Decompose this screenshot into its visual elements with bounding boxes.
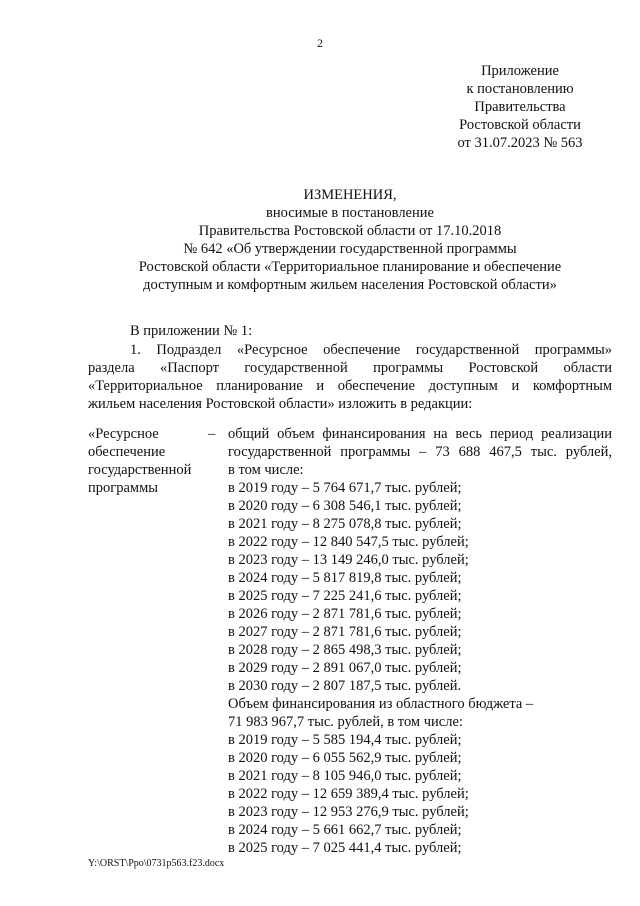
- label-line: программы: [88, 480, 158, 496]
- appendix-header: [440, 62, 600, 152]
- label-dash: –: [208, 426, 216, 442]
- body-paragraph: [88, 341, 612, 413]
- paragraph-line: раздела «Паспорт государственной программы Ростовской области: [88, 360, 612, 376]
- paragraph-line: жильем населения Ростовской области» изложить в редакции:: [88, 396, 473, 412]
- funding-line: в 2021 году – 8 275 078,8 тыс. рублей;: [228, 516, 462, 532]
- funding-line: в том числе:: [228, 462, 304, 478]
- funding-line: в 2025 году – 7 225 241,6 тыс. рублей;: [228, 588, 462, 604]
- funding-line: в 2024 году – 5 661 662,7 тыс. рублей;: [228, 822, 462, 838]
- title-line: № 642 «Об утверждении государственной программы: [183, 241, 517, 257]
- funding-line: в 2023 году – 13 149 246,0 тыс. рублей;: [228, 552, 469, 568]
- funding-line: в 2021 году – 8 105 946,0 тыс. рублей;: [228, 768, 462, 784]
- funding-line: в 2030 году – 2 807 187,5 тыс. рублей.: [228, 678, 462, 694]
- funding-line: в 2025 году – 7 025 441,4 тыс. рублей;: [228, 840, 462, 856]
- appendix-line: от 31.07.2023 № 563: [457, 135, 583, 151]
- document-title: [88, 186, 612, 294]
- label-line: обеспечение: [88, 444, 166, 460]
- paragraph-line: 1. Подраздел «Ресурсное обеспечение государственной программы»: [130, 342, 612, 358]
- paragraph-line: «Территориальное планирование и обеспечение доступным и комфортным: [88, 378, 612, 394]
- funding-line: в 2022 году – 12 840 547,5 тыс. рублей;: [228, 534, 469, 550]
- funding-line: в 2029 году – 2 891 067,0 тыс. рублей;: [228, 660, 462, 676]
- funding-line: в 2019 году – 5 585 194,4 тыс. рублей;: [228, 732, 462, 748]
- funding-line: общий объем финансирования на весь период реализации: [228, 426, 612, 442]
- title-line: доступным и комфортным жильем населения Ростовской области»: [143, 277, 557, 293]
- funding-line: в 2023 году – 12 953 276,9 тыс. рублей;: [228, 804, 469, 820]
- funding-details: [228, 425, 612, 857]
- funding-line: в 2020 году – 6 055 562,9 тыс. рублей;: [228, 750, 462, 766]
- funding-line: государственной программы – 73 688 467,5 тыс. рублей,: [228, 444, 612, 460]
- funding-line: в 2022 году – 12 659 389,4 тыс. рублей;: [228, 786, 469, 802]
- intro-text: В приложении № 1:: [130, 323, 253, 339]
- appendix-line: Приложение: [481, 63, 559, 79]
- file-path-footer: Y:\ORST\Ppo\0731p563.f23.docx: [88, 858, 225, 869]
- appendix-line: Правительства: [474, 99, 566, 115]
- appendix-line: к постановлению: [466, 81, 574, 97]
- funding-line: в 2026 году – 2 871 781,6 тыс. рублей;: [228, 606, 462, 622]
- funding-line: Объем финансирования из областного бюджета –: [228, 696, 534, 712]
- funding-line: 71 983 967,7 тыс. рублей, в том числе:: [228, 714, 463, 730]
- label-line: государственной: [88, 462, 192, 478]
- title-line: вносимые в постановление: [266, 205, 434, 221]
- resource-label: [88, 425, 216, 497]
- title-line: Правительства Ростовской области от 17.10.2018: [198, 223, 502, 239]
- funding-line: в 2027 году – 2 871 781,6 тыс. рублей;: [228, 624, 462, 640]
- title-line: ИЗМЕНЕНИЯ,: [303, 187, 397, 203]
- funding-line: в 2020 году – 6 308 546,1 тыс. рублей;: [228, 498, 462, 514]
- label-line: «Ресурсное: [88, 426, 159, 442]
- title-line: Ростовской области «Территориальное планирование и обеспечение: [138, 259, 562, 275]
- page-number: 2: [317, 36, 323, 50]
- funding-line: в 2028 году – 2 865 498,3 тыс. рублей;: [228, 642, 462, 658]
- funding-line: в 2019 году – 5 764 671,7 тыс. рублей;: [228, 480, 462, 496]
- appendix-line: Ростовской области: [459, 117, 581, 133]
- funding-line: в 2024 году – 5 817 819,8 тыс. рублей;: [228, 570, 462, 586]
